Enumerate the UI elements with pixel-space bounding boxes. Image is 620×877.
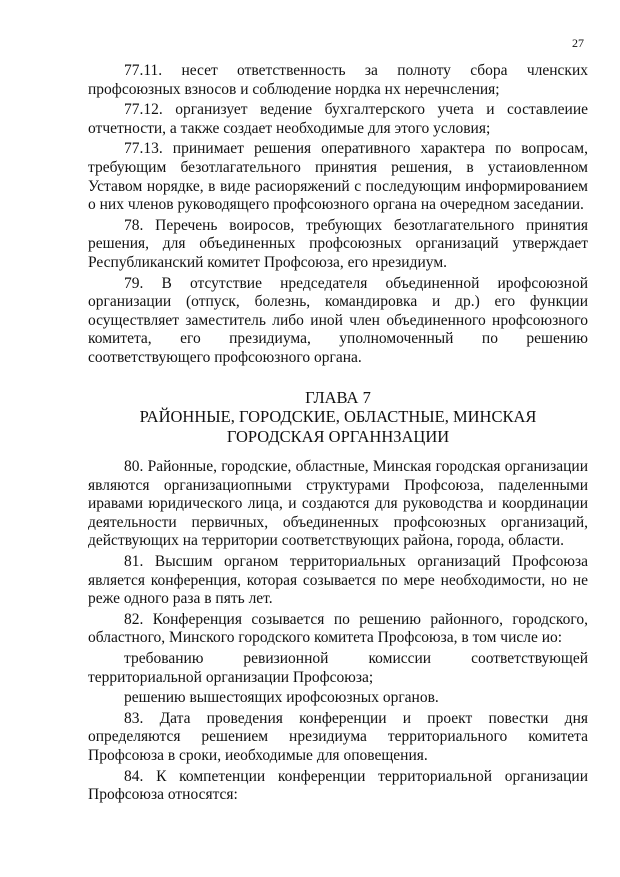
paragraph-79: 79. В отсутствие нредседателя объединенной ирофсоюзной организации (отпуск, болезнь, командировка и др.) его функции осуществляет заместитель либо иной член объединенного нрофсоюзного комитета, его президиума, уполномоченный по решению соответствующего профсоюзного органа. <box>88 274 588 366</box>
paragraph-82: 82. Конференция созывается по решению районного, городского, областного, Минского городского комитета Профсоюза, в том числе ио: <box>88 610 588 647</box>
chapter-title-line-2: ГОРОДСКАЯ ОРГАННЗАЦИИ <box>226 426 450 446</box>
paragraph-78: 78. Перечень воиросов, требующих безотлагательного принятия решения, для объединенных профсоюзных организаций утверждает Республиканский комитет Профсоюза, его нрезидиум. <box>88 216 588 271</box>
paragraph-84: 84. К компетенции конференции территориальной организации Профсоюза относятся: <box>88 767 588 804</box>
paragraph-80: 80. Районные, городские, областные, Минская городская организации являются организациопными структурами Профсоюза, паделенными иравами юридического лица, и создаются для руководства и координации деятельности первичных, объединенных профсоюзных организаций, действующих на территории соответствующих района, города, области. <box>88 458 588 550</box>
page-number: 27 <box>572 36 584 50</box>
document-body <box>88 62 588 807</box>
paragraph-77-11: 77.11. несет ответственность за полноту сбора членских профсоюзных взносов и соблюдение нордка нх неречнсления; <box>88 62 588 98</box>
paragraph-82-item-1: требованию ревизионной комиссии соответствующей территориальной организации Профсоюза; <box>88 649 588 686</box>
paragraph-77-12: 77.12. организует ведение бухгалтерского учета и составлеиие отчетности, а также создает необходимые для этого условия; <box>88 101 588 137</box>
chapter-number: ГЛАВА 7 <box>305 387 371 407</box>
chapter-title-line-1: РАЙОННЫЕ, ГОРОДСКИЕ, ОБЛАСТНЫЕ, МИНСКАЯ <box>139 407 537 426</box>
paragraph-82-item-2: решению вышестоящих ирофсоюзных органов. <box>124 689 439 707</box>
paragraph-77-13: 77.13. принимает решения оперативного характера по вопросам, требующим безотлагательного принятия решения, в устаиовленном Уставом норядке, в виде расиоряжений с последующим информированием о них членов руководящего профсоюзного органа на очередном заседании. <box>88 140 588 214</box>
paragraph-83: 83. Дата проведения конференции и проект повестки дня определяются решением нрезидиума территориального комитета Профсоюза в сроки, иеобходимые для оповещения. <box>88 709 588 764</box>
chapter-heading <box>88 388 588 447</box>
paragraph-81: 81. Высшим органом территориальных организаций Профсоюза является конференция, которая созывается по мере необходимости, но не реже одного раза в пять лет. <box>88 552 588 608</box>
